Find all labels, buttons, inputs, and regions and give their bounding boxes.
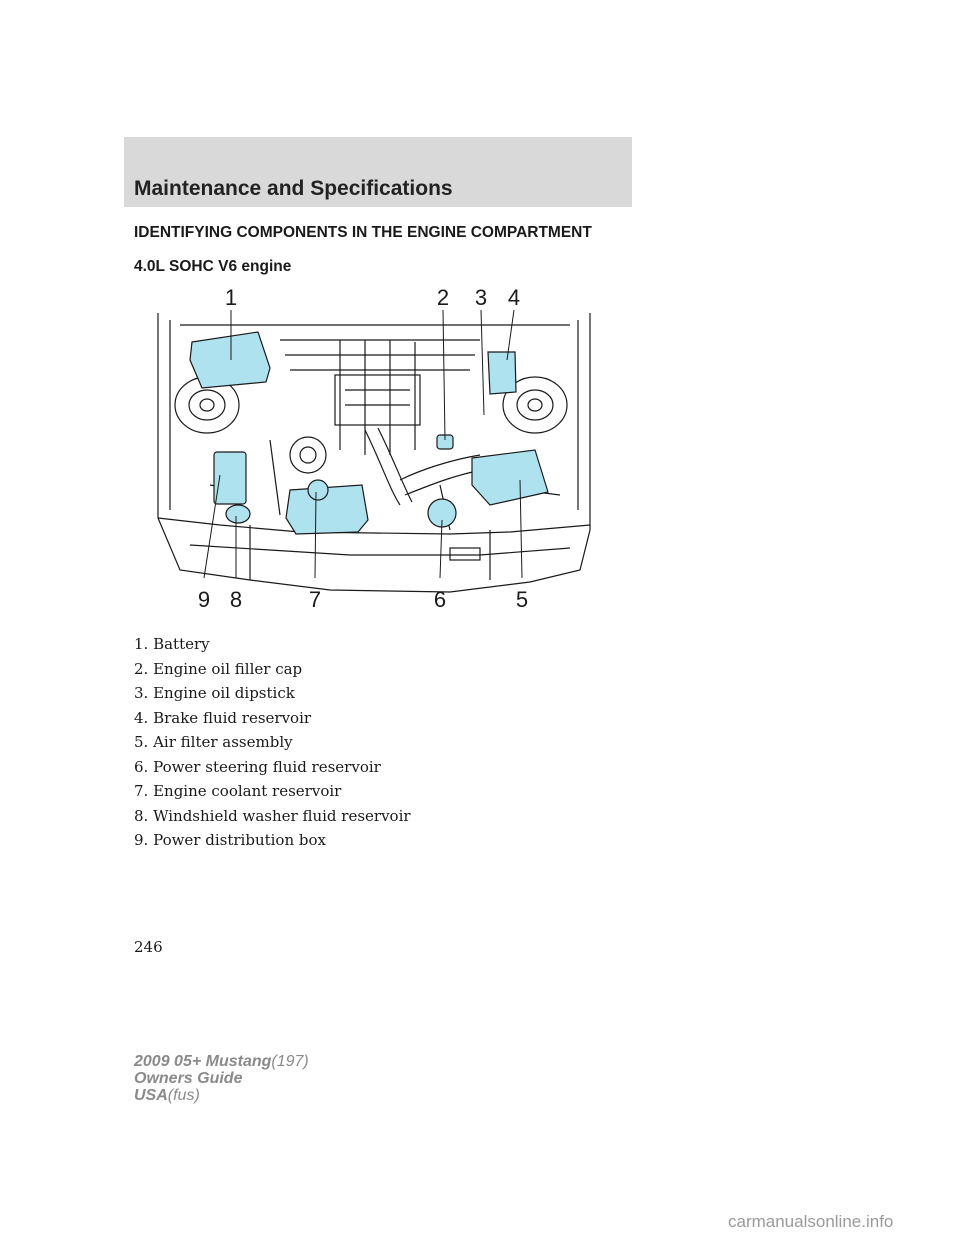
washer-fluid-reservoir <box>226 505 250 523</box>
legend-item: 8. Windshield washer fluid reservoir <box>134 806 411 825</box>
highlighted-components <box>190 332 548 534</box>
legend-item: 7. Engine coolant reservoir <box>134 782 342 800</box>
callout-5: 5 <box>515 587 529 612</box>
component-legend <box>134 634 411 855</box>
engine-subheading: 4.0L SOHC V6 engine <box>134 258 292 275</box>
footer-guide: Owners Guide <box>134 1070 243 1087</box>
callout-8: 8 <box>229 587 243 612</box>
air-filter-assembly <box>472 450 548 505</box>
legend-item: 5. Air filter assembly <box>134 733 293 751</box>
callout-7: 7 <box>308 587 322 612</box>
brake-fluid-reservoir <box>488 352 516 394</box>
legend-item: 4. Brake fluid reservoir <box>134 708 312 727</box>
page-number: 246 <box>134 938 163 956</box>
engine-compartment-diagram <box>150 280 602 618</box>
callout-9: 9 <box>197 587 211 612</box>
callout-6: 6 <box>433 587 447 612</box>
battery <box>190 332 270 388</box>
document-footer <box>134 1053 309 1104</box>
legend-item: 1. Battery <box>134 635 210 653</box>
footer-market: USA <box>134 1087 168 1104</box>
legend-item: 6. Power steering fluid reservoir <box>134 757 381 776</box>
legend-item: 9. Power distribution box <box>134 831 326 849</box>
coolant-cap <box>308 480 328 500</box>
footer-model: 2009 05+ Mustang <box>134 1053 272 1070</box>
legend-item: 3. Engine oil dipstick <box>134 684 295 702</box>
section-title: Maintenance and Specifications <box>134 177 453 200</box>
power-distribution-box <box>214 452 246 504</box>
footer-model-code: (197) <box>271 1053 309 1070</box>
page-heading: IDENTIFYING COMPONENTS IN THE ENGINE COMPARTMENT <box>134 224 592 241</box>
callout-3: 3 <box>474 285 488 310</box>
watermark: carmanualsonline.info <box>728 1212 894 1231</box>
callout-1: 1 <box>224 285 238 310</box>
callout-4: 4 <box>507 285 521 310</box>
legend-item: 2. Engine oil filler cap <box>134 659 303 678</box>
callout-2: 2 <box>436 285 450 310</box>
footer-market-code: (fus) <box>167 1087 200 1104</box>
